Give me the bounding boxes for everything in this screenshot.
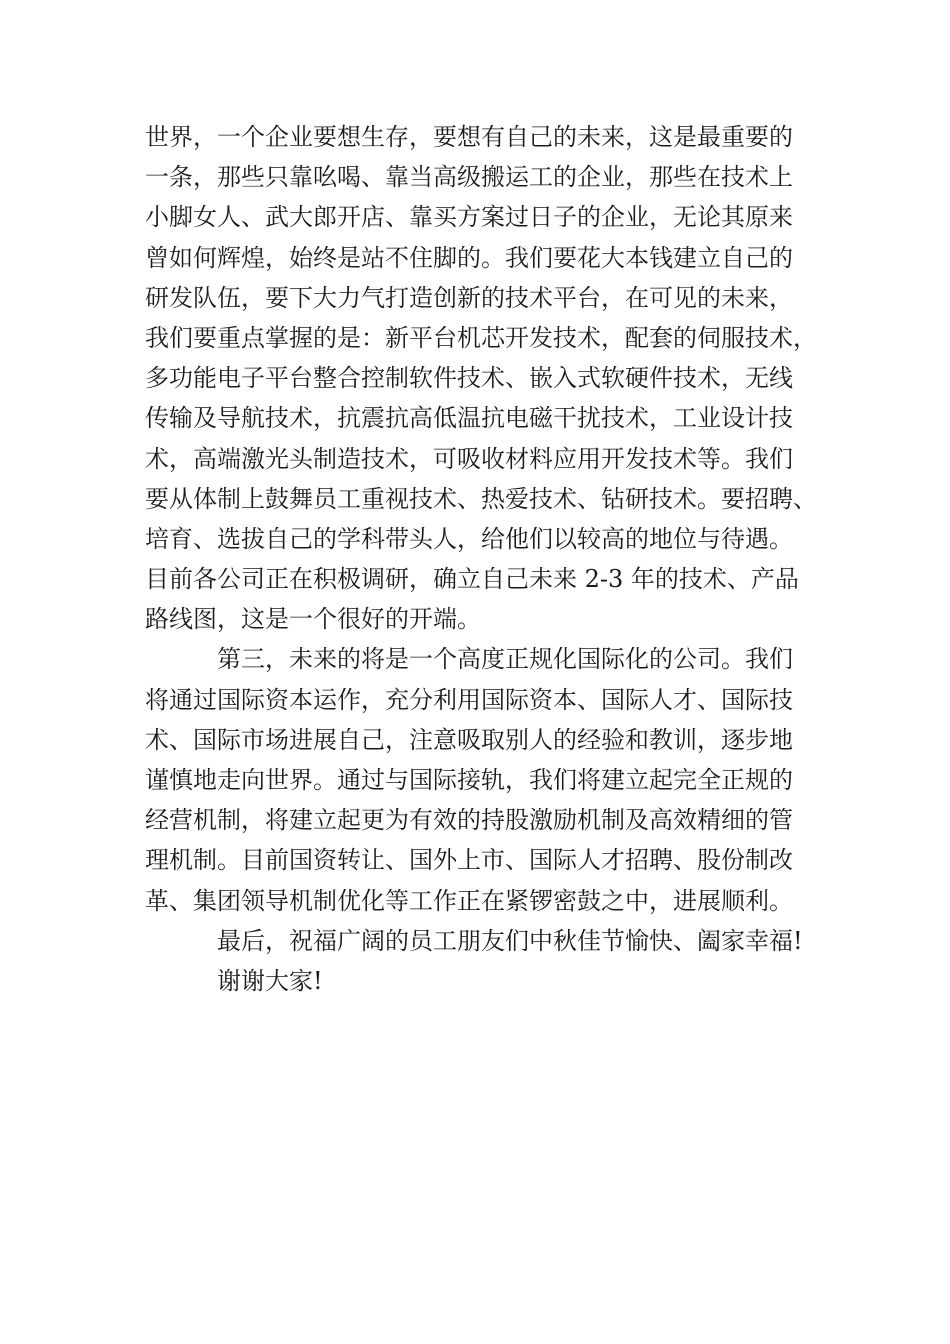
document-body — [145, 117, 815, 1001]
text-line: 术，高端激光头制造技术，可吸收材料应用开发技术等。我们 — [145, 444, 793, 473]
text-line: 目前各公司正在积极调研，确立自己未来 2-3 年的技术、产品 — [145, 565, 799, 594]
text-line: 世界，一个企业要想生存，要想有自己的未来，这是最重要的 — [145, 123, 793, 151]
text-line: 术、国际市场进展自己，注意吸取别人的经验和教训，逐步地 — [145, 725, 793, 754]
text-line: 小脚女人、武大郎开店、靠买方案过日子的企业，无论其原来 — [145, 203, 793, 232]
text-line: 经营机制，将建立起更为有效的持股激励机制及高效精细的管 — [145, 806, 793, 835]
text-line: 谨慎地走向世界。通过与国际接轨，我们将建立起完全正规的 — [145, 766, 793, 794]
paragraph-first-line: 第三，未来的将是一个高度正规化国际化的公司。我们 — [217, 645, 793, 674]
text-line: 要从体制上鼓舞员工重视技术、热爱技术、钻研技术。要招聘、 — [145, 484, 817, 513]
text-line: 曾如何辉煌，始终是站不住脚的。我们要花大本钱建立自己的 — [145, 243, 793, 272]
text-line: 将通过国际资本运作，充分利用国际资本、国际人才、国际技 — [145, 685, 793, 714]
text-line: 传输及导航技术，抗震抗高低温抗电磁干扰技术，工业设计技 — [145, 404, 793, 433]
closing-greeting: 最后，祝福广阔的员工朋友们中秋佳节愉快、阖家幸福! — [217, 926, 803, 955]
text-line: 理机制。目前国资转让、国外上市、国际人才招聘、股份制改 — [145, 846, 793, 875]
text-line: 路线图，这是一个很好的开端。 — [145, 605, 481, 634]
text-line: 革、集团领导机制优化等工作正在紧锣密鼓之中，进展顺利。 — [145, 886, 793, 915]
text-line: 研发队伍，要下大力气打造创新的技术平台，在可见的未来， — [145, 283, 793, 312]
closing-thanks: 谢谢大家! — [217, 966, 323, 995]
text-line: 多功能电子平台整合控制软件技术、嵌入式软硬件技术，无线 — [145, 364, 793, 393]
text-line: 培育、选拔自己的学科带头人，给他们以较高的地位与待遇。 — [145, 524, 793, 553]
text-line: 我们要重点掌握的是：新平台机芯开发技术，配套的伺服技术， — [145, 323, 817, 352]
text-line: 一条，那些只靠吆喝、靠当高级搬运工的企业，那些在技术上 — [145, 163, 793, 192]
